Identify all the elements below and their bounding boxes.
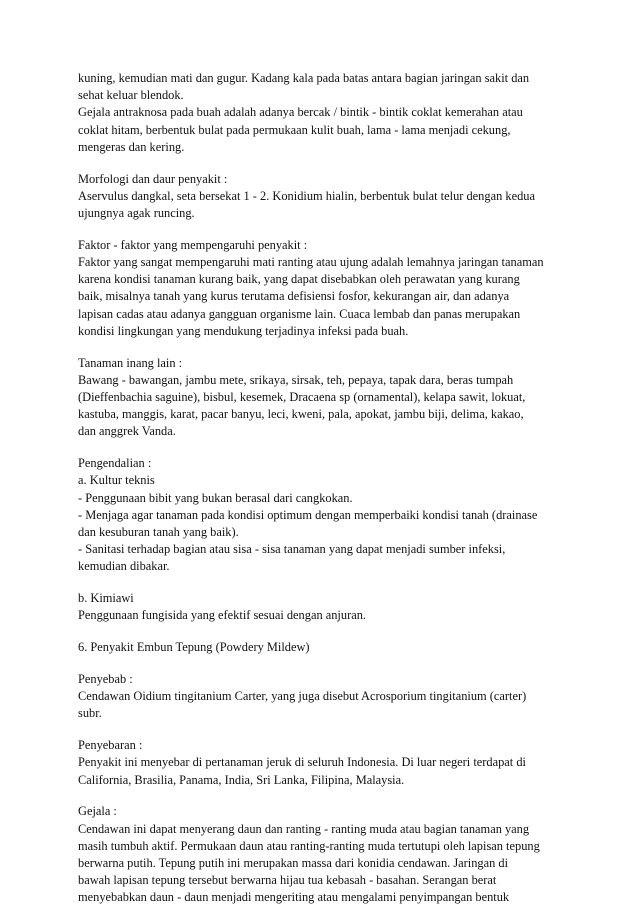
- text-line: Gejala antraknosa pada buah adalah adanya bercak / bintik - bintik coklat kemerahan atau: [78, 105, 523, 120]
- text-line: kuning, kemudian mati dan gugur. Kadang kala pada batas antara bagian jaringan sakit dan: [78, 71, 530, 85]
- text-line: Penyebaran :: [78, 738, 143, 753]
- text-line: subr.: [78, 706, 102, 721]
- text-line: Pengendalian :: [78, 456, 152, 471]
- paragraph-gejala-antraknosa: [78, 70, 564, 156]
- text-line: lapisan cadas atau adanya gangguan organisme lain. Cuaca lembab dan panas merupakan: [78, 306, 521, 321]
- text-line: coklat hitam, berbentuk bulat pada permukaan kulit buah, lama - lama menjadi cekung,: [78, 122, 511, 137]
- text-line: Penggunaan fungisida yang efektif sesuai dengan anjuran.: [78, 608, 366, 623]
- text-line: a. Kultur teknis: [78, 473, 155, 488]
- text-line: Cendawan Oidium tingitanium Carter, yang juga disebut Acrosporium tingitanium (carter): [78, 689, 527, 704]
- paragraph-morfologi: [78, 171, 564, 223]
- paragraph-penyebab: [78, 671, 564, 723]
- paragraph-tanaman-inang: [78, 355, 564, 441]
- text-line: karena kondisi tanaman kurang baik, yang dapat disebabkan oleh perawatan yang kurang: [78, 272, 520, 287]
- text-line: mengeras dan kering.: [78, 139, 185, 154]
- text-line: (Dieffenbachia saguine), bisbul, kesemek, Dracaena sp (ornamental), kelapa sawit, lokuat,: [78, 390, 526, 405]
- text-line: Penyebab :: [78, 672, 133, 687]
- text-line: kemudian dibakar.: [78, 559, 170, 574]
- text-line: bawah lapisan tepung tersebut berwarna hijau tua kebasah - basahan. Serangan berat: [78, 873, 497, 888]
- text-line: kastuba, manggis, karat, pacar banyu, leci, kweni, pala, apokat, jambu biji, delima, kakao,: [78, 407, 524, 422]
- text-line: California, Brasilia, Panama, India, Sri Lanka, Filipina, Malaysia.: [78, 772, 405, 787]
- text-line: Faktor - faktor yang mempengaruhi penyakit :: [78, 237, 308, 252]
- text-line: dan anggrek Vanda.: [78, 424, 176, 439]
- text-line: menyebabkan daun - daun menjadi mengeriting atau mengalami penyimpangan bentuk: [78, 890, 510, 905]
- text-line: Penyakit ini menyebar di pertanaman jeruk di seluruh Indonesia. Di luar negeri terdapat di: [78, 755, 526, 770]
- text-line: Faktor yang sangat mempengaruhi mati ranting atau ujung adalah lemahnya jaringan tanaman: [78, 255, 544, 270]
- text-line: - Menjaga agar tanaman pada kondisi optimum dengan memperbaiki kondisi tanah (drainase: [78, 507, 538, 522]
- text-line: b. Kimiawi: [78, 591, 134, 606]
- paragraph-penyakit-6: [78, 639, 564, 656]
- text-line: ujungnya agak runcing.: [78, 206, 195, 221]
- paragraph-gejala-embun: [78, 803, 564, 906]
- text-line: Aservulus dangkal, seta bersekat 1 - 2. Konidium hialin, berbentuk bulat telur dengan kedua: [78, 188, 535, 203]
- text-line: berwarna putih. Tepung putih ini merupakan massa dari konidia cendawan. Jaringan di: [78, 856, 509, 871]
- text-line: Morfologi dan daur penyakit :: [78, 171, 228, 186]
- text-line: dan kesuburan tanah yang baik).: [78, 525, 239, 540]
- text-line: sehat keluar blendok.: [78, 88, 184, 103]
- text-line: Tanaman inang lain :: [78, 355, 183, 370]
- document-page: [78, 70, 564, 921]
- text-line: 6. Penyakit Embun Tepung (Powdery Mildew): [78, 640, 310, 655]
- paragraph-kimiawi: [78, 590, 564, 624]
- paragraph-faktor: [78, 237, 564, 340]
- text-line: baik, misalnya tanah yang kurus terutama defisiensi fosfor, kekurangan air, dan adanya: [78, 289, 510, 304]
- paragraph-pengendalian: [78, 455, 564, 575]
- text-line: Cendawan ini dapat menyerang daun dan ranting - ranting muda atau bagian tanaman yang: [78, 821, 530, 836]
- text-line: - Sanitasi terhadap bagian atau sisa - sisa tanaman yang dapat menjadi sumber infeksi,: [78, 542, 506, 557]
- text-line: Bawang - bawangan, jambu mete, srikaya, sirsak, teh, pepaya, tapak dara, beras tumpah: [78, 372, 514, 387]
- text-line: masih tumbuh aktif. Permukaan daun atau ranting-ranting muda tertutupi oleh lapisan tepung: [78, 838, 540, 853]
- text-line: kondisi lingkungan yang mendukung terjadinya infeksi pada buah.: [78, 323, 409, 338]
- text-line: Gejala :: [78, 804, 117, 819]
- paragraph-penyebaran: [78, 737, 564, 789]
- text-line: - Penggunaan bibit yang bukan berasal dari cangkokan.: [78, 490, 353, 505]
